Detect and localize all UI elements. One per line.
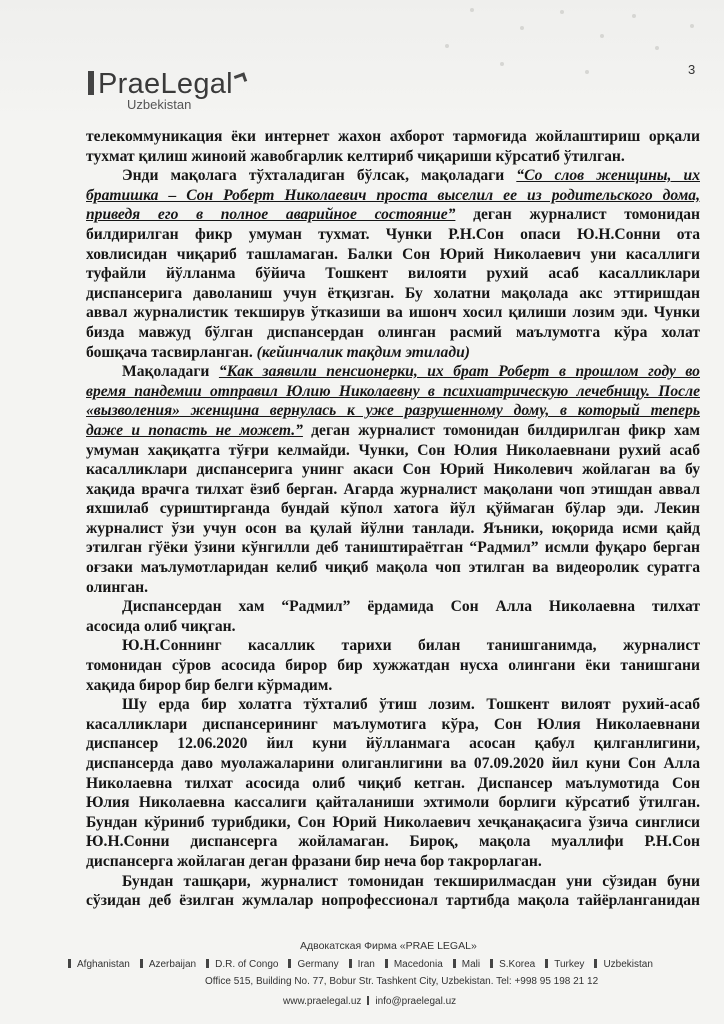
text-segment: касалликлари диспансерининг маълумотига кўра, Сон Юлия Николаевнани [86, 715, 700, 733]
text-segment: этилган гўёки ўзини кўнгилли деб таништираётган “Радмил” исмли фуқаро берган [86, 539, 700, 557]
text-line [86, 499, 700, 519]
firm-name: Адвокатская Фирма «PRAE LEGAL» [300, 940, 477, 952]
address-text: Office 515, Building No. 77, Bobur Str. Tashkent City, Uzbekistan. [205, 976, 494, 987]
email-link[interactable]: info@praelegal.uz [375, 996, 457, 1007]
text-segment: Диспансердан хам “Радмил” ёрдамида Сон Алла Николаевна тилхат [122, 598, 700, 616]
divider [367, 996, 369, 1005]
text-segment: билдирилган фикр умуман тухмат. Чунки Р.Н.Сон опаси Ю.Н.Сонни ота [86, 225, 700, 243]
text-line [86, 813, 700, 833]
text-segment: Ю.Н.Сонни диспансерга жойламаган. Бироқ, мақола муаллифи Р.Н.Сон [86, 833, 700, 851]
document-body [86, 127, 700, 911]
text-segment: Ю.Н.Соннинг касаллик тарихи билан танишганимда, журналист [122, 637, 700, 655]
logo-accent-icon [234, 72, 247, 84]
website-link[interactable]: www.praelegal.uz [283, 996, 362, 1007]
office-address [205, 976, 598, 987]
text-segment: диспансерга жойлаган деган фразани бир неча бор такрорлаган. [86, 852, 542, 870]
text-line [86, 460, 700, 480]
text-segment: бошқача тасвирланган. [86, 343, 257, 361]
text-line [86, 852, 700, 872]
text-segment: касалликлари диспансерига унинг акаси Сон Юрий Николевич жойлаган ва бу [86, 461, 700, 479]
text-segment: олинган. [86, 578, 149, 596]
text-segment: тухмат қилиш жиноий жавобгарлик келтириб чиқариши кўрсатиб ўтилган. [86, 147, 625, 165]
text-segment: журналист ўзи учун осон ва қулай йўлни танлади. Яъники, юқорида исми қайд [86, 519, 700, 537]
text-line [86, 480, 700, 500]
text-line [86, 264, 700, 284]
country-name: Uzbekistan [603, 959, 653, 970]
quoted-text: время пандемии отправил Юлию Николаевну в психиатрическую лечебницу. После [86, 382, 700, 400]
logo-bar-icon [88, 71, 94, 95]
text-line [86, 656, 700, 676]
text-line [86, 695, 700, 715]
text-segment: бизда мавжуд бўлган диспансердан олинган расмий маълумотга кўра холат [86, 323, 700, 341]
text-segment: Николаевна тилхат асосида олиб чиқиб кетган. Диспансер маълумотида Сон [86, 774, 700, 792]
separator-bar [453, 959, 456, 968]
country-name: Afghanistan [77, 959, 130, 970]
text-segment: оғзаки маълумотларидан келиб чиқиб мақола чоп этилган ва видеоролик суратга [86, 559, 700, 577]
scan-background [0, 0, 724, 125]
tel-label: Tel: [496, 976, 512, 987]
logo-text: PraeLegal [98, 68, 233, 100]
text-line [86, 362, 700, 382]
text-line [86, 774, 700, 794]
text-line [86, 636, 700, 656]
text-line [86, 127, 700, 147]
quoted-text: «вызволения» женщина вернулась к уже разрушенному дому, в который теперь [86, 402, 700, 420]
text-line [86, 166, 700, 186]
separator-bar [288, 959, 291, 968]
separator-bar [490, 959, 493, 968]
text-line [86, 441, 700, 461]
country-name: Turkey [554, 959, 585, 970]
separator-bar [206, 959, 209, 968]
quoted-text: братишка – Сон Роберт Николаевич проста выселил ее из родительского дома, [86, 186, 700, 204]
text-line [86, 676, 700, 696]
text-line [86, 284, 700, 304]
text-segment: Энди мақолага тўхталадиган бўлсак, мақоладаги [122, 167, 517, 185]
text-line [86, 754, 700, 774]
text-segment: хақида бирор бир белги кўрмадим. [86, 676, 333, 694]
country-name: Macedonia [393, 959, 443, 970]
country-name: S.Korea [499, 959, 536, 970]
separator-bar [545, 959, 548, 968]
separator-bar [594, 959, 597, 968]
text-segment: диспансерда даво муолажаларини олиганлигини ва 07.09.2020 йил куни Сон Алла [86, 755, 700, 772]
text-line [86, 245, 700, 265]
text-line [86, 186, 700, 206]
contact-line [283, 996, 456, 1007]
text-segment: туфайли йўлланма бўйича Тошкент вилояти рухий асаб касалликлари [86, 265, 700, 283]
page-number: 3 [688, 62, 696, 77]
text-segment: томонидан сўров асосида бирор бир хужжатдан нусха олингани ёки танишгани [86, 657, 700, 675]
text-line [86, 303, 700, 323]
text-segment: телекоммуникация ёки интернет жахон ахборот тармоғида жойлаштириш орқали [86, 128, 700, 145]
country-name: Azerbaijan [148, 959, 197, 970]
separator-bar [140, 959, 143, 968]
text-line [86, 323, 700, 343]
quoted-text: “Со слов женщины, их [516, 167, 700, 185]
quoted-text: “Как заявили пенсионерки, их брат Роберт в прошлом году во [218, 363, 700, 381]
country-name: D.R. of Congo [215, 959, 279, 970]
text-segment: асосида олиб чиқган. [86, 617, 236, 635]
text-line [86, 147, 700, 167]
text-segment: сўзидан деб ёзилган жумлалар нопрофессионал тартибда мақола тайёрланганидан [86, 892, 700, 910]
separator-bar [349, 959, 352, 968]
text-line [86, 343, 700, 363]
text-line [86, 597, 700, 617]
text-segment: деган журналист томонидан [455, 206, 700, 224]
text-line [86, 891, 700, 911]
quoted-text: приведя его в полное аварийное состояние” [86, 206, 456, 224]
text-segment: Мақоладаги [122, 363, 219, 381]
text-line [86, 538, 700, 558]
text-segment: хақида врачга тилхат ёзиб берган. Агарда журналист мақолани чоп этишдан аввал [86, 480, 700, 498]
country-list [68, 959, 653, 970]
quoted-text: даже и попасть не может.” [86, 421, 303, 439]
text-line [86, 382, 700, 402]
text-line [86, 225, 700, 245]
country-name: Germany [297, 959, 339, 970]
text-line [86, 715, 700, 735]
separator-bar [68, 959, 71, 968]
text-segment: яхшилаб суриштирганда бундай кўпол хатога йўл қўймаган бўлар эди. Лекин [86, 500, 700, 518]
text-segment: диспансер 12.06.2020 йил куни йўлланмага асосан қабул қилганлигини, [86, 735, 700, 753]
text-line [86, 421, 700, 441]
separator-bar [385, 959, 388, 968]
text-line [86, 401, 700, 421]
text-line [86, 617, 700, 637]
text-line [86, 578, 700, 598]
text-segment: диспансерига даволаниш учун ётқизган. Бу холатни мақолада акс эттиришдан [86, 284, 700, 302]
country-name: Iran [357, 959, 375, 970]
text-segment: Бундан кўриниб турибдики, Сон Юрий Николаевич хечқанақасига ўзича синглиси [86, 813, 700, 831]
text-segment: деган журналист томонидан билдирилган фикр хам [302, 421, 700, 439]
text-line [86, 734, 700, 754]
phone-number: +998 95 198 21 12 [514, 976, 599, 987]
text-segment: аввал журналистик текширув ўтказиши ва ишонч хосил қилиши лозим эди. Чунки [86, 304, 700, 322]
text-line [86, 872, 700, 892]
text-line [86, 558, 700, 578]
text-segment: Юлия Николаевна кассалиги қайталаниши эхтимоли борлиги кўрсатиб ўтилган. [86, 794, 700, 812]
text-segment: умуман хақиқатга тўғри келмайди. Чунки, Сон Юлия Николаевнани рухий асаб [86, 441, 700, 459]
logo-subtitle: Uzbekistan [127, 97, 192, 112]
country-name: Mali [461, 959, 481, 970]
text-segment: ховлисидан чиқариб ташламаган. Балки Сон Юрий Николаевич уни касаллиги [86, 245, 700, 263]
text-segment: Шу ерда бир холатга тўхталиб ўтиш лозим. Тошкент вилоят рухий-асаб [122, 696, 700, 714]
text-line [86, 832, 700, 852]
text-line [86, 205, 700, 225]
text-segment: Бундан ташқари, журналист томонидан текширилмасдан уни сўзидан буни [122, 872, 700, 890]
text-line [86, 519, 700, 539]
text-segment: (кейинчалик тақдим этилади) [256, 343, 470, 361]
text-line [86, 793, 700, 813]
